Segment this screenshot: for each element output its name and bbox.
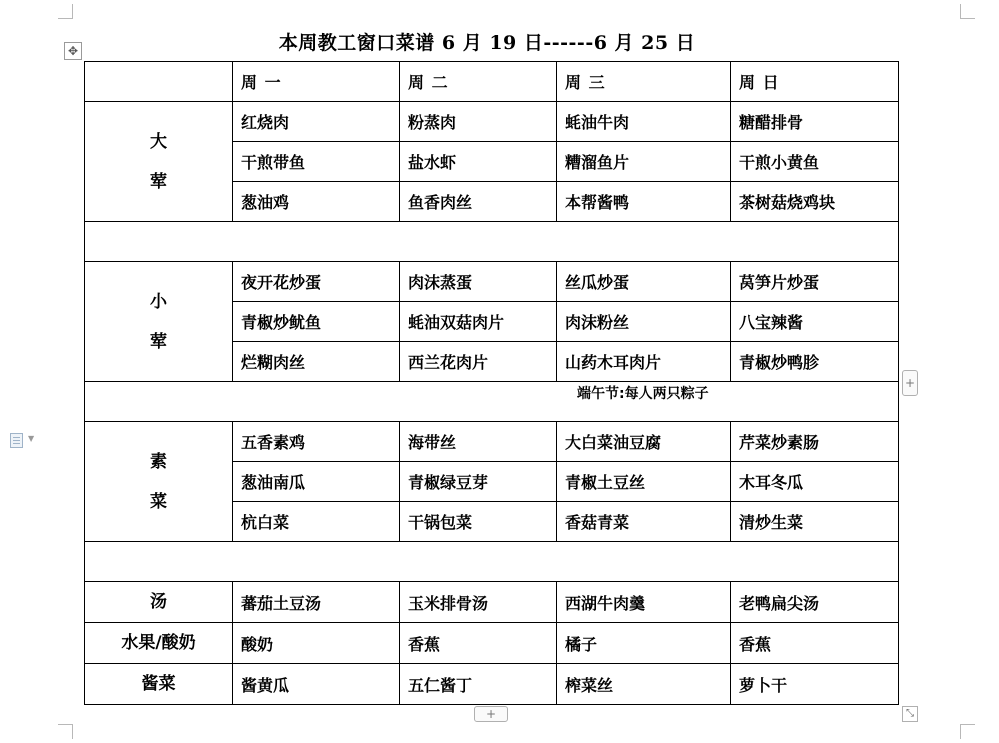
page-corner-bottom-right — [960, 724, 975, 739]
day-header: 周 二 — [400, 62, 557, 102]
empty-cell — [85, 222, 899, 262]
dish-cell: 肉沫蒸蛋 — [400, 262, 557, 302]
dish-cell: 橘子 — [557, 623, 731, 664]
holiday-note: 端午节:每人两只粽子 — [577, 386, 709, 402]
table-row — [85, 664, 899, 705]
chevron-down-icon[interactable]: ▼ — [28, 434, 35, 443]
table-row — [85, 582, 899, 623]
dish-cell: 烂糊肉丝 — [233, 342, 400, 382]
dish-cell: 糟溜鱼片 — [557, 142, 731, 182]
dish-cell: 本帮酱鸭 — [557, 182, 731, 222]
category-su-cai — [85, 422, 233, 542]
category-tang: 汤 — [85, 582, 233, 623]
dish-cell: 干锅包菜 — [400, 502, 557, 542]
menu-table — [84, 61, 899, 705]
dish-cell: 蚝油牛肉 — [557, 102, 731, 142]
dish-cell: 西兰花肉片 — [400, 342, 557, 382]
dish-cell: 酸奶 — [233, 623, 400, 664]
dish-cell: 玉米排骨汤 — [400, 582, 557, 623]
dish-cell: 五香素鸡 — [233, 422, 400, 462]
dish-cell: 香菇青菜 — [557, 502, 731, 542]
dish-cell: 鱼香肉丝 — [400, 182, 557, 222]
add-row-plus-icon[interactable]: + — [474, 706, 508, 722]
dish-cell: 干煎带鱼 — [233, 142, 400, 182]
category-char: 小 — [150, 291, 167, 312]
category-char: 荤 — [150, 171, 167, 192]
category-char: 菜 — [150, 491, 167, 512]
dish-cell: 青椒炒鸭胗 — [731, 342, 899, 382]
header-row — [85, 62, 899, 102]
table-row — [85, 262, 899, 302]
dish-cell: 丝瓜炒蛋 — [557, 262, 731, 302]
dish-cell: 大白菜油豆腐 — [557, 422, 731, 462]
category-da-hun — [85, 102, 233, 222]
spacer-row — [85, 542, 899, 582]
page-corner-bottom-left — [58, 724, 73, 739]
day-header: 周 三 — [557, 62, 731, 102]
dish-cell: 八宝辣酱 — [731, 302, 899, 342]
dish-cell: 杭白菜 — [233, 502, 400, 542]
page-corner-top-left — [58, 4, 73, 19]
dish-cell: 榨菜丝 — [557, 664, 731, 705]
dish-cell: 山药木耳肉片 — [557, 342, 731, 382]
dish-cell: 干煎小黄鱼 — [731, 142, 899, 182]
dish-cell: 葱油鸡 — [233, 182, 400, 222]
page-corner-top-right — [960, 4, 975, 19]
dish-cell: 芹菜炒素肠 — [731, 422, 899, 462]
dish-cell: 酱黄瓜 — [233, 664, 400, 705]
dish-cell: 肉沫粉丝 — [557, 302, 731, 342]
dish-cell: 五仁酱丁 — [400, 664, 557, 705]
add-column-plus-icon[interactable]: + — [902, 370, 918, 396]
dish-cell: 青椒绿豆芽 — [400, 462, 557, 502]
dish-cell: 清炒生菜 — [731, 502, 899, 542]
dish-cell: 萝卜干 — [731, 664, 899, 705]
note-row — [85, 382, 899, 422]
category-char: 大 — [150, 131, 167, 152]
dish-cell: 海带丝 — [400, 422, 557, 462]
category-fruit-yogurt: 水果/酸奶 — [85, 623, 233, 664]
dish-cell: 香蕉 — [400, 623, 557, 664]
dish-cell: 粉蒸肉 — [400, 102, 557, 142]
category-pickle: 酱菜 — [85, 664, 233, 705]
table-row — [85, 102, 899, 142]
dish-cell: 糖醋排骨 — [731, 102, 899, 142]
dish-cell: 蚝油双菇肉片 — [400, 302, 557, 342]
dish-cell: 木耳冬瓜 — [731, 462, 899, 502]
day-header: 周 日 — [731, 62, 899, 102]
dish-cell: 夜开花炒蛋 — [233, 262, 400, 302]
table-resize-icon[interactable]: ⤡ — [902, 706, 918, 722]
dish-cell: 蕃茄土豆汤 — [233, 582, 400, 623]
category-xiao-hun — [85, 262, 233, 382]
category-char: 素 — [150, 451, 167, 472]
corner-cell — [85, 62, 233, 102]
document-icon[interactable] — [10, 433, 23, 448]
dish-cell: 红烧肉 — [233, 102, 400, 142]
dish-cell: 葱油南瓜 — [233, 462, 400, 502]
table-row — [85, 623, 899, 664]
dish-cell: 香蕉 — [731, 623, 899, 664]
category-char: 荤 — [150, 331, 167, 352]
dish-cell: 老鸭扁尖汤 — [731, 582, 899, 623]
page-title: 本周教工窗口菜谱 6 月 19 日------6 月 25 日 — [278, 32, 696, 54]
dish-cell: 西湖牛肉羹 — [557, 582, 731, 623]
spacer-row — [85, 222, 899, 262]
table-row — [85, 422, 899, 462]
day-header: 周 一 — [233, 62, 400, 102]
empty-cell — [85, 542, 899, 582]
dish-cell: 茶树菇烧鸡块 — [731, 182, 899, 222]
dish-cell: 青椒土豆丝 — [557, 462, 731, 502]
dish-cell: 盐水虾 — [400, 142, 557, 182]
dish-cell: 青椒炒鱿鱼 — [233, 302, 400, 342]
dish-cell: 莴笋片炒蛋 — [731, 262, 899, 302]
note-cell — [85, 382, 899, 422]
table-move-handle-icon[interactable]: ✥ — [64, 42, 82, 60]
